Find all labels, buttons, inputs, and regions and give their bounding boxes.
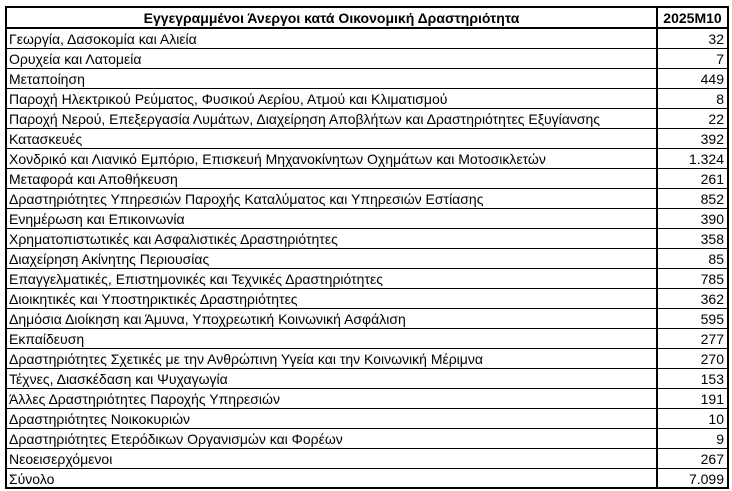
value-cell: 7 xyxy=(657,49,727,69)
value-cell: 22 xyxy=(657,109,727,129)
value-cell: 392 xyxy=(657,129,727,149)
value-cell: 362 xyxy=(657,289,727,309)
activity-cell: Δραστηριότητες Υπηρεσιών Παροχής Καταλύματος και Υπηρεσιών Εστίασης xyxy=(7,189,657,209)
activity-cell: Άλλες Δραστηριότητες Παροχής Υπηρεσιών xyxy=(7,389,657,409)
table-row xyxy=(7,429,727,449)
column-header-period: 2025M10 xyxy=(657,8,727,28)
value-cell: 8 xyxy=(657,89,727,109)
table-row xyxy=(7,469,727,489)
table-row xyxy=(7,149,727,169)
activity-cell: Γεωργία, Δασοκομία και Αλιεία xyxy=(7,28,657,49)
value-cell: 10 xyxy=(657,409,727,429)
table-row xyxy=(7,109,727,129)
value-cell: 785 xyxy=(657,269,727,289)
value-cell: 595 xyxy=(657,309,727,329)
activity-cell: Διοικητικές και Υποστηρικτικές Δραστηριότητες xyxy=(7,289,657,309)
value-cell: 85 xyxy=(657,249,727,269)
activity-cell: Μεταφορά και Αποθήκευση xyxy=(7,169,657,189)
table-row xyxy=(7,449,727,469)
table-row xyxy=(7,28,727,49)
activity-cell: Μεταποίηση xyxy=(7,69,657,89)
activity-cell: Χονδρικό και Λιανικό Εμπόριο, Επισκευή Μηχανοκίνητων Οχημάτων και Μοτοσικλετών xyxy=(7,149,657,169)
activity-cell: Δραστηριότητες Σχετικές με την Ανθρώπινη Υγεία και την Κοινωνική Μέριμνα xyxy=(7,349,657,369)
table-row xyxy=(7,129,727,149)
value-cell: 390 xyxy=(657,209,727,229)
table-row xyxy=(7,49,727,69)
activity-cell: Επαγγελματικές, Επιστημονικές και Τεχνικές Δραστηριότητες xyxy=(7,269,657,289)
table-row xyxy=(7,329,727,349)
value-cell: 9 xyxy=(657,429,727,449)
value-cell: 261 xyxy=(657,169,727,189)
value-cell: 270 xyxy=(657,349,727,369)
activity-cell: Εκπαίδευση xyxy=(7,329,657,349)
table-row xyxy=(7,209,727,229)
value-cell: 153 xyxy=(657,369,727,389)
activity-cell: Δημόσια Διοίκηση και Άμυνα, Υποχρεωτική Κοινωνική Ασφάλιση xyxy=(7,309,657,329)
unemployment-table-container xyxy=(5,6,729,489)
value-cell: 1.324 xyxy=(657,149,727,169)
table-row xyxy=(7,389,727,409)
table-row xyxy=(7,169,727,189)
value-cell: 277 xyxy=(657,329,727,349)
table-row xyxy=(7,69,727,89)
activity-cell: Τέχνες, Διασκέδαση και Ψυχαγωγία xyxy=(7,369,657,389)
value-cell: 852 xyxy=(657,189,727,209)
activity-cell: Παροχή Νερού, Επεξεργασία Λυμάτων, Διαχείρηση Αποβλήτων και Δραστηριότητες Εξυγίανσης xyxy=(7,109,657,129)
table-row xyxy=(7,269,727,289)
activity-cell: Νεοεισερχόμενοι xyxy=(7,449,657,469)
table-row xyxy=(7,309,727,329)
value-cell: 449 xyxy=(657,69,727,89)
value-cell: 7.099 xyxy=(657,469,727,489)
activity-cell: Ενημέρωση και Επικοινωνία xyxy=(7,209,657,229)
activity-cell: Κατασκευές xyxy=(7,129,657,149)
activity-cell: Δραστηριότητες Ετερόδικων Οργανισμών και Φορέων xyxy=(7,429,657,449)
activity-cell: Δραστηριότητες Νοικοκυριών xyxy=(7,409,657,429)
table-row xyxy=(7,89,727,109)
value-cell: 358 xyxy=(657,229,727,249)
column-header-activity: Εγγεγραμμένοι Άνεργοι κατά Οικονομική Δραστηριότητα xyxy=(7,8,657,28)
table-row xyxy=(7,409,727,429)
table-row xyxy=(7,249,727,269)
table-row xyxy=(7,349,727,369)
value-cell: 32 xyxy=(657,28,727,49)
value-cell: 191 xyxy=(657,389,727,409)
activity-cell: Ορυχεία και Λατομεία xyxy=(7,49,657,69)
unemployment-table xyxy=(7,8,727,488)
table-row xyxy=(7,229,727,249)
table-row xyxy=(7,189,727,209)
table-header-row xyxy=(7,8,727,28)
table-row xyxy=(7,369,727,389)
activity-cell: Σύνολο xyxy=(7,469,657,489)
table-row xyxy=(7,289,727,309)
activity-cell: Διαχείρηση Ακίνητης Περιουσίας xyxy=(7,249,657,269)
activity-cell: Παροχή Ηλεκτρικού Ρεύματος, Φυσικού Αερίου, Ατμού και Κλιματισμού xyxy=(7,89,657,109)
value-cell: 267 xyxy=(657,449,727,469)
table-body xyxy=(7,28,727,488)
activity-cell: Χρηματοπιστωτικές και Ασφαλιστικές Δραστηριότητες xyxy=(7,229,657,249)
